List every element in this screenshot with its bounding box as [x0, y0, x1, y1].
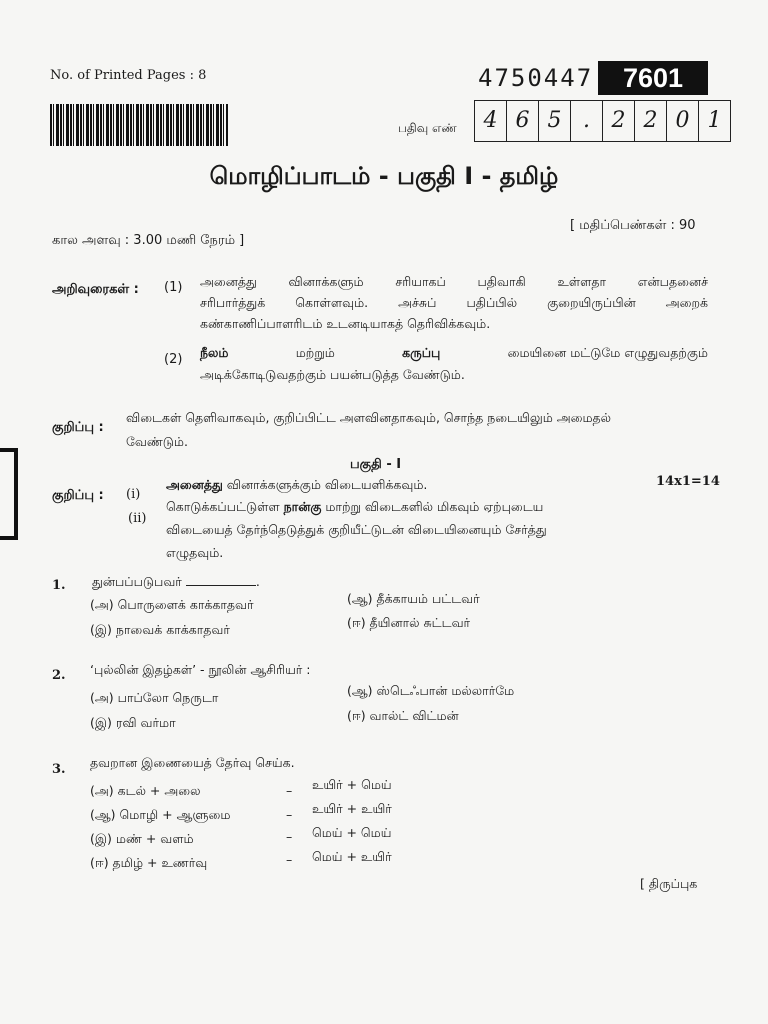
question-number: 3.: [52, 762, 66, 777]
instruction-line: கண்காணிப்பாளரிடம் உடனடியாகத் தெரிவிக்கவும்.: [200, 316, 491, 331]
section-note-line: [166, 477, 427, 494]
question-stem: துன்பப்படுபவர்: [92, 574, 182, 589]
option-b[interactable]: (ஆ) தீக்காயம் பட்டவர்: [347, 591, 480, 606]
note-label: குறிப்பு :: [52, 420, 104, 435]
pair-answer: உயிர் + உயிர்: [312, 801, 392, 816]
section-note-line: எழுதவும்.: [166, 545, 224, 560]
pair-option-c[interactable]: (இ) மண் + வளம்: [90, 831, 194, 846]
pair-option-a[interactable]: (அ) கடல் + அலை: [90, 783, 201, 798]
question-text: துன்பப்படுபவர் .: [92, 574, 260, 589]
question-text: ‘புல்லின் இதழ்கள்’ - நூலின் ஆசிரியர் :: [90, 662, 311, 677]
reg-digit[interactable]: 6: [507, 101, 539, 141]
section-note-number: (ii): [128, 511, 147, 526]
answer-blank[interactable]: [186, 585, 256, 586]
emph-all: அனைத்து: [166, 477, 223, 492]
reg-number-label: பதிவு எண்: [398, 121, 457, 135]
total-marks: [ மதிப்பெண்கள் : 90: [570, 218, 696, 233]
instruction-line: [200, 345, 708, 362]
text: மாற்று விடைகளில் மிகவும் ஏற்புடைய: [321, 499, 544, 514]
question-text: தவறான இணையைத் தேர்வு செய்க.: [90, 755, 295, 770]
word-rest: மையினை மட்டுமே எழுதுவதற்கும்: [507, 345, 708, 360]
pair-dash: –: [286, 783, 293, 798]
word-and: மற்றும்: [295, 345, 335, 360]
reg-digit[interactable]: 4: [475, 101, 507, 141]
section-note-line: [166, 499, 543, 516]
question-number: 1.: [52, 578, 66, 593]
reg-digit[interactable]: 0: [667, 101, 699, 141]
section-note-number: (i): [126, 487, 141, 502]
instruction-number: (2): [164, 352, 183, 367]
pair-option-b[interactable]: (ஆ) மொழி + ஆளுமை: [90, 807, 231, 822]
reg-digit[interactable]: .: [571, 101, 603, 141]
instruction-line: அனைத்து வினாக்களும் சரியாகப் பதிவாகி உள்ளதா என்பதனைச்: [200, 274, 708, 289]
word-blue: நீலம்: [200, 345, 229, 360]
printed-pages: No. of Printed Pages : 8: [50, 68, 207, 83]
serial-number: 4750447: [478, 64, 594, 92]
paper-code: 7601: [598, 61, 708, 95]
word-black: கருப்பு: [402, 345, 441, 360]
reg-digit[interactable]: 1: [707, 108, 722, 133]
turn-over: [ திருப்புக: [640, 876, 698, 891]
emph-four: நான்கு: [283, 499, 322, 514]
section-note-label: குறிப்பு :: [52, 488, 104, 503]
barcode: [50, 104, 228, 146]
pair-dash: –: [286, 829, 293, 844]
instruction-line: அடிக்கோடிடுவதற்கும் பயன்படுத்த வேண்டும்.: [200, 367, 465, 382]
option-a[interactable]: (அ) பொருளைக் காக்காதவர்: [90, 597, 254, 612]
section-title: பகுதி - I: [350, 457, 402, 472]
option-a[interactable]: (அ) பாப்லோ நெருடா: [90, 690, 219, 705]
instruction-number: (1): [164, 280, 183, 295]
instructions-label: அறிவுரைகள் :: [52, 282, 139, 297]
section-note-line: விடையைத் தேர்ந்தெடுத்துக் குறியீட்டுடன் விடையினையும் சேர்த்து: [166, 522, 547, 537]
option-b[interactable]: (ஆ) ஸ்டெஃபான் மல்லார்மே: [347, 683, 515, 698]
text: கொடுக்கப்பட்டுள்ள: [166, 499, 284, 514]
pair-dash: –: [286, 852, 293, 867]
reg-digit[interactable]: 2: [635, 101, 667, 141]
note-line: விடைகள் தெளிவாகவும், குறிப்பிட்ட அளவினதாகவும், சொந்த நடையிலும் அமைதல்: [126, 410, 612, 425]
pair-answer: மெய் + உயிர்: [312, 849, 392, 864]
page-title: மொழிப்பாடம் - பகுதி I - தமிழ்: [209, 162, 559, 190]
pair-dash: –: [286, 807, 293, 822]
instruction-line: சரிபார்த்துக் கொள்ளவும். அச்சுப் பதிப்பில் குறையிருப்பின் அறைக்: [200, 295, 708, 310]
pair-option-d[interactable]: (ஈ) தமிழ் + உணர்வு: [90, 855, 208, 870]
reg-digit[interactable]: 5: [539, 101, 571, 141]
option-c[interactable]: (இ) ரவி வர்மா: [90, 715, 176, 730]
pair-answer: மெய் + மெய்: [312, 825, 392, 840]
margin-mark: [0, 448, 18, 540]
option-d[interactable]: (ஈ) தீயினால் சுட்டவர்: [347, 615, 471, 630]
option-d[interactable]: (ஈ) வால்ட் விட்மன்: [347, 708, 459, 723]
time-allowed: கால அளவு : 3.00 மணி நேரம் ]: [52, 233, 245, 248]
section-marks: 14x1=14: [656, 474, 720, 489]
reg-digit[interactable]: 2: [603, 101, 635, 141]
option-c[interactable]: (இ) நாவைக் காக்காதவர்: [90, 622, 230, 637]
question-number: 2.: [52, 668, 66, 683]
pair-answer: உயிர் + மெய்: [312, 777, 392, 792]
reg-number-boxes[interactable]: [474, 100, 731, 142]
text: வினாக்களுக்கும் விடையளிக்கவும்.: [222, 477, 428, 492]
note-line: வேண்டும்.: [126, 434, 188, 449]
